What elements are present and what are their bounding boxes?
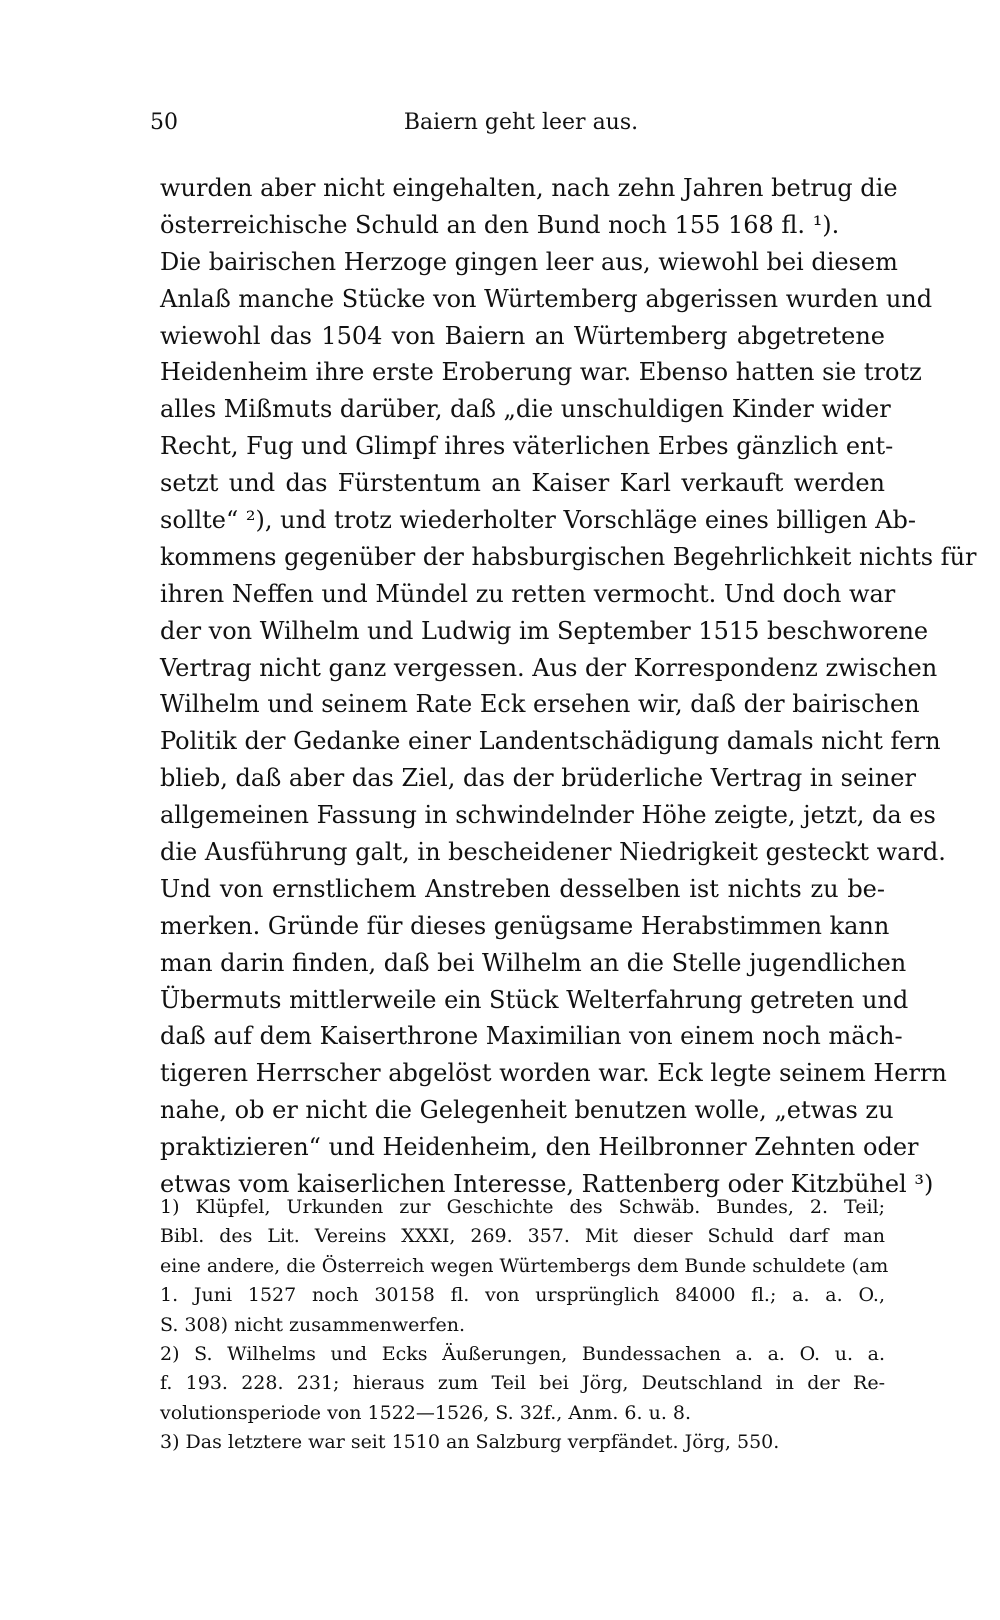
body-line: Recht, Fug und Glimpf ihres väterlichen Erbes gänzlich ent- [160, 432, 894, 461]
running-title: Baiern geht leer aus. [403, 110, 639, 135]
body-line: blieb, daß aber das Ziel, das der brüderliche Vertrag in seiner [160, 764, 916, 793]
footnote-line: 2) S. Wilhelms und Ecks Äußerungen, Bundessachen a. a. O. u. a. [160, 1342, 885, 1365]
footnote-line: 3) Das letztere war seit 1510 an Salzburg verpfändet. Jörg, 550. [160, 1431, 780, 1454]
body-line: Übermuts mittlerweile ein Stück Welterfahrung getreten und [160, 985, 909, 1014]
body-line: Wilhelm und seinem Rate Eck ersehen wir, daß der bairischen [160, 690, 920, 719]
body-line: merken. Gründe für dieses genügsame Herabstimmen kann [160, 911, 890, 940]
body-line: setzt und das Fürstentum an Kaiser Karl verkauft werden [160, 469, 885, 498]
body-line: Vertrag nicht ganz vergessen. Aus der Korrespondenz zwischen [160, 653, 938, 682]
body-line: daß auf dem Kaiserthrone Maximilian von einem noch mäch- [160, 1022, 903, 1051]
footnote-line: S. 308) nicht zusammenwerfen. [160, 1313, 465, 1336]
footnote-line: 1) Klüpfel, Urkunden zur Geschichte des Schwäb. Bundes, 2. Teil; [160, 1196, 885, 1218]
body-line: man darin finden, daß bei Wilhelm an die Stelle jugendlichen [160, 948, 907, 977]
body-line: allgemeinen Fassung in schwindelnder Höhe zeigte, jetzt, da es [160, 801, 936, 830]
footnote-line: 1. Juni 1527 noch 30158 fl. von ursprünglich 84000 fl.; a. a. O., [160, 1284, 885, 1307]
body-line: der von Wilhelm und Ludwig im September 1515 beschworene [160, 616, 929, 645]
body-line: österreichische Schuld an den Bund noch 155 168 fl. ¹). [160, 210, 840, 239]
body-line: Heidenheim ihre erste Eroberung war. Ebenso hatten sie trotz [160, 358, 922, 387]
body-line: wiewohl das 1504 von Baiern an Würtemberg abgetretene [160, 321, 885, 350]
page-number: 50 [150, 110, 178, 135]
footnote-line: Bibl. des Lit. Vereins XXXI, 269. 357. Mit dieser Schuld darf man [160, 1225, 885, 1248]
body-line: etwas vom kaiserlichen Interesse, Rattenberg oder Kitzbühel ³) [160, 1170, 934, 1199]
body-line: praktizieren“ und Heidenheim, den Heilbronner Zehnten oder [160, 1133, 919, 1162]
footnote-line: volutionsperiode von 1522—1526, S. 32f., Anm. 6. u. 8. [160, 1401, 692, 1424]
page-header [150, 110, 892, 142]
footnote-line: f. 193. 228. 231; hieraus zum Teil bei Jörg, Deutschland in der Re- [160, 1372, 885, 1395]
footnotes [160, 1193, 889, 1458]
body-line: ihren Neffen und Mündel zu retten vermocht. Und doch war [160, 579, 896, 608]
body-line: Und von ernstlichem Anstreben desselben ist nichts zu be- [160, 874, 885, 903]
body-line: sollte“ ²), und trotz wiederholter Vorschläge eines billigen Ab- [160, 506, 916, 535]
body-text [160, 170, 977, 1203]
body-line: alles Mißmuts darüber, daß „die unschuldigen Kinder wider [160, 395, 891, 424]
body-line: kommens gegenüber der habsburgischen Begehrlichkeit nichts für [160, 542, 977, 571]
body-line: Politik der Gedanke einer Landentschädigung damals nicht fern [160, 727, 941, 756]
footnote-line: eine andere, die Österreich wegen Würtembergs dem Bunde schuldete (am [160, 1254, 889, 1277]
body-line: die Ausführung galt, in bescheidener Niedrigkeit gesteckt ward. [160, 838, 946, 867]
body-line: Anlaß manche Stücke von Würtemberg abgerissen wurden und [160, 284, 933, 313]
body-line: nahe, ob er nicht die Gelegenheit benutzen wolle, „etwas zu [160, 1096, 894, 1125]
body-line: wurden aber nicht eingehalten, nach zehn Jahren betrug die [160, 174, 898, 202]
body-line: tigeren Herrscher abgelöst worden war. Eck legte seinem Herrn [160, 1059, 947, 1088]
body-line: Die bairischen Herzoge gingen leer aus, wiewohl bei diesem [160, 247, 898, 276]
